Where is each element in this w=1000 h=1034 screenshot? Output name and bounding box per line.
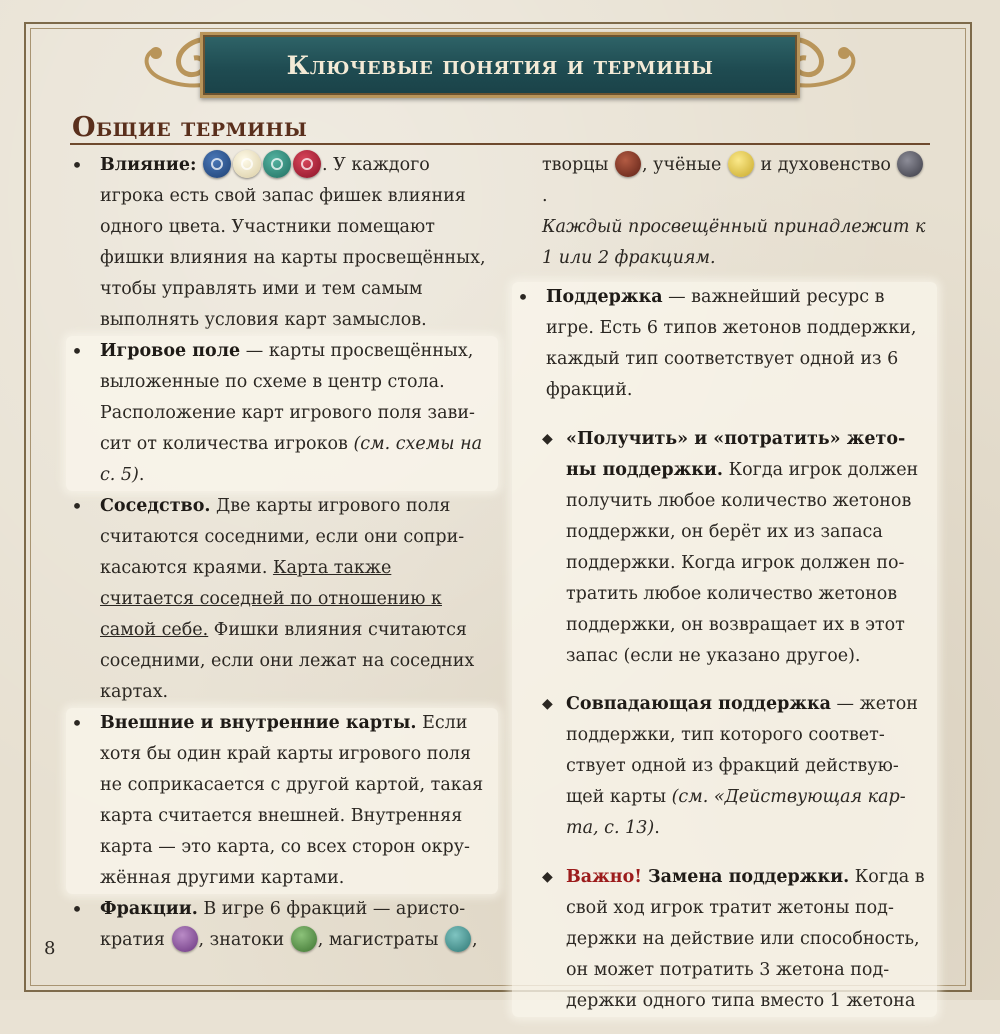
term-label: Внешние и внутренние карты. xyxy=(100,713,417,733)
chalice-icon xyxy=(897,151,923,177)
page-number: 8 xyxy=(44,938,56,959)
term-support-replacement xyxy=(512,862,937,1017)
title-banner xyxy=(200,32,800,98)
term-text: — карты просвещённых, выложенные по схеме в центр стола. Расположение карт игрового поля зависит от количества игроков xyxy=(100,341,475,454)
term-text: В игре 6 фракций — аристократия xyxy=(100,899,466,950)
bullet-icon: • xyxy=(517,285,529,309)
page-reference: (см. схемы на с. 5) xyxy=(100,434,483,485)
bullet-icon: • xyxy=(71,339,83,363)
faction-artisans-label: творцы xyxy=(542,155,615,175)
term-text: Если хотя бы один край карты игрового поля не соприкасается с другой картой, такая карта считается внешней. Внутренняя карта — это карта, со всех сторон окружённая другими картами. xyxy=(100,713,484,888)
term-text: Две карты игрового поля считаются соседними, если они соприкасаются краями. xyxy=(100,496,465,578)
term-end: , xyxy=(471,930,478,950)
left-column xyxy=(66,150,498,956)
crown-icon xyxy=(172,926,198,952)
bullet-icon: • xyxy=(71,153,83,177)
term-label: Игровое поле xyxy=(100,341,241,361)
diamond-bullet-icon: ◆ xyxy=(542,868,553,885)
term-matching-support xyxy=(512,689,937,844)
section-title: Общие термины xyxy=(72,112,308,143)
faction-experts-label: , знатоки xyxy=(198,930,290,950)
term-text: . У каждого игрока есть свой запас фишек влияния одного цвета. Участники помещают фишки влияния на карты просвещённых, чтобы управлять ими и тем самым выполнять условия карт замыслов. xyxy=(100,155,486,330)
section-divider xyxy=(70,143,930,145)
term-gain-spend-support xyxy=(512,424,937,672)
scales-icon xyxy=(445,926,471,952)
term-label: Совпадающая поддержка xyxy=(566,694,831,714)
faction-scholars-label: , учёные xyxy=(642,155,727,175)
term-label: Поддержка xyxy=(546,287,663,307)
term-label: Фракции. xyxy=(100,899,198,919)
diamond-bullet-icon: ◆ xyxy=(542,430,553,447)
white-influence-token-icon xyxy=(233,150,261,178)
blue-influence-token-icon xyxy=(203,150,231,178)
flower-icon xyxy=(728,151,754,177)
term-text: — важнейший ресурс в игре. Есть 6 типов жетонов поддержки, каждый тип соответствует одной из 6 фракций. xyxy=(546,287,917,400)
term-text: Когда игрок должен получить любое количество жетонов поддержки, он берёт их из запаса поддержки. Когда игрок должен потратить любое количество жетонов поддержки, он возвращает их в этот запас (если не указано другое). xyxy=(566,459,919,666)
important-label: Важно! xyxy=(566,866,642,887)
term-influence xyxy=(66,150,498,336)
term-end: . xyxy=(138,465,145,485)
term-factions xyxy=(66,894,498,956)
gear-icon xyxy=(615,151,641,177)
term-end: . xyxy=(542,186,548,206)
term-text: Когда в свой ход игрок тратит жетоны поддержки на действие или способность, он может потратить 3 жетона поддержки одного типа вместо 1 жетона xyxy=(566,866,925,1011)
bullet-icon: • xyxy=(71,494,83,518)
faction-magistrates-label: , магистраты xyxy=(317,930,444,950)
faction-note: Каждый просвещённый принадлежит к 1 или 2 фракциям. xyxy=(542,217,926,268)
faction-clergy-label: и духовенство xyxy=(754,155,897,175)
underlined-rule: Карта также считается соседней по отношению к самой себе. xyxy=(100,558,442,640)
bullet-icon: • xyxy=(71,711,83,735)
red-influence-token-icon xyxy=(293,150,321,178)
support-block xyxy=(512,282,937,1017)
page-reference: (см. «Действующая карта, с. 13) xyxy=(566,787,906,838)
bullet-icon: • xyxy=(71,897,83,921)
leaf-icon xyxy=(291,926,317,952)
term-label: Соседство. xyxy=(100,496,211,516)
term-label: Влияние: xyxy=(100,155,197,175)
term-support xyxy=(512,282,937,406)
diamond-bullet-icon: ◆ xyxy=(542,696,553,712)
green-influence-token-icon xyxy=(263,150,291,178)
term-text-2: Фишки влияния считаются соседними, если они лежат на соседних картах. xyxy=(100,620,475,702)
term-adjacency xyxy=(66,491,498,708)
term-outer-inner-cards xyxy=(66,708,498,894)
factions-continued xyxy=(512,150,937,274)
term-label: Замена поддержки. xyxy=(641,866,850,887)
header-banner xyxy=(150,18,850,110)
term-label: «Получить» и «потратить» жетоны поддержки. xyxy=(566,428,906,480)
right-column xyxy=(512,150,937,1034)
term-game-board xyxy=(66,336,498,491)
page-title: Ключевые понятия и термины xyxy=(286,50,714,80)
term-end: . xyxy=(654,818,660,838)
term-text: — жетон поддержки, тип которого соответствует одной из фракций действующей карты xyxy=(566,694,918,807)
